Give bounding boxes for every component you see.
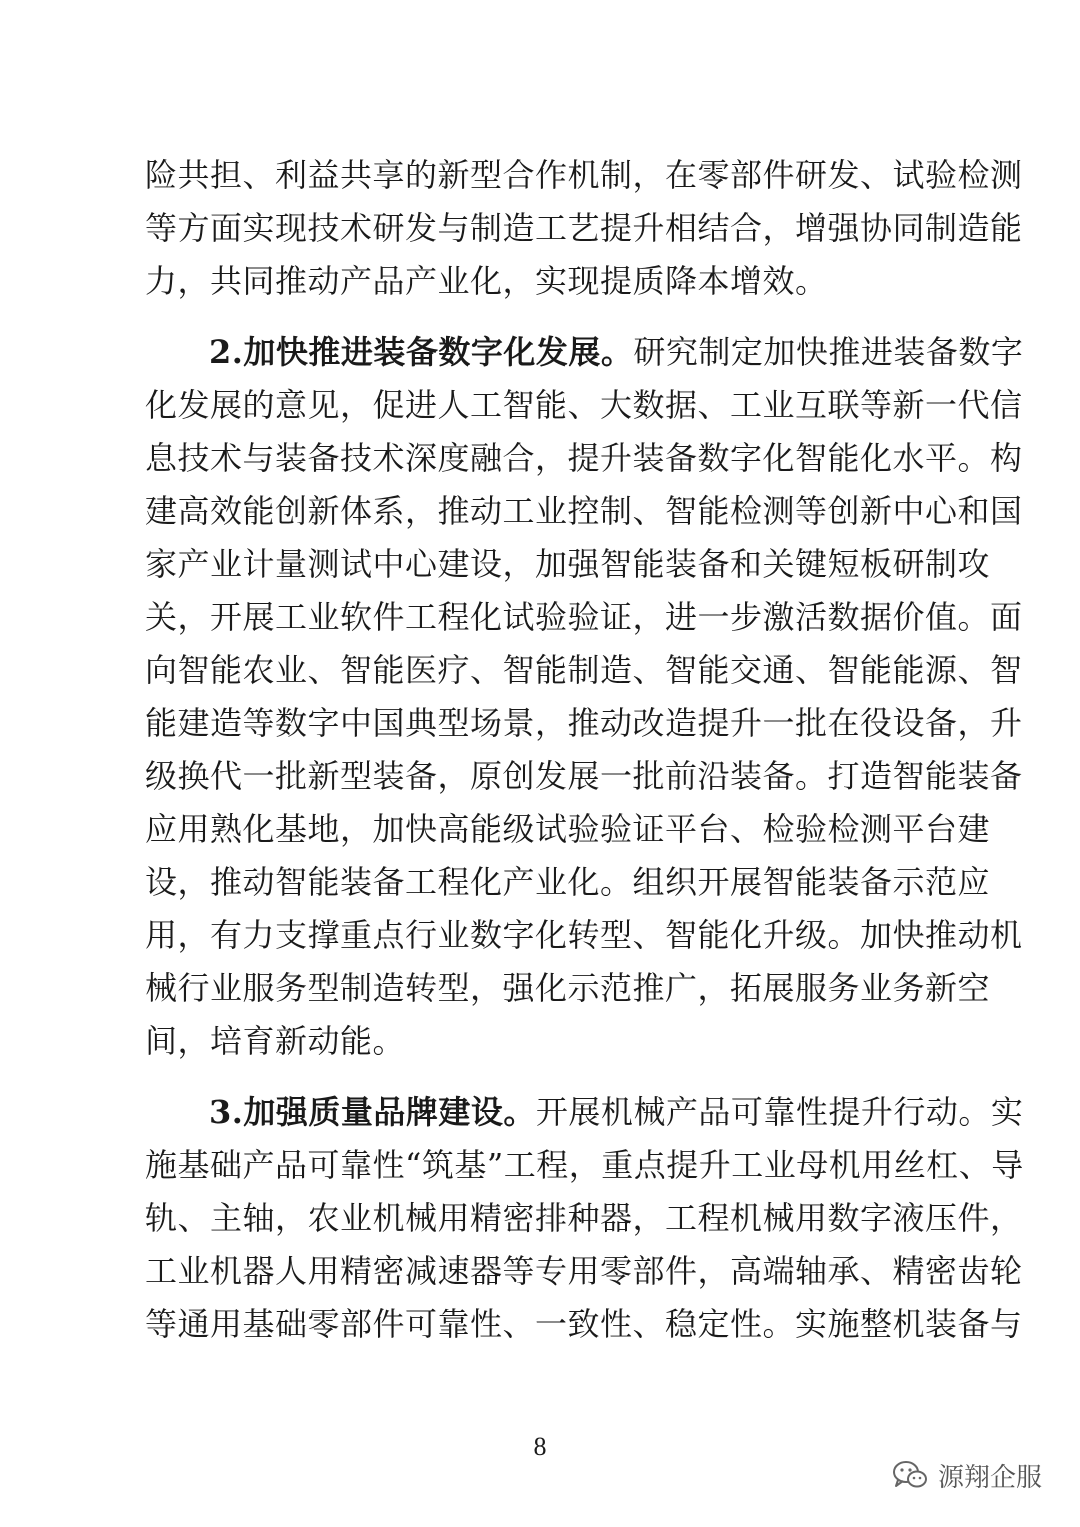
text-line: 施基础产品可靠性“筑基”工程，重点提升工业母机用丝杠、导 [145, 1146, 1024, 1184]
page-number: 8 [533, 1432, 547, 1461]
section-heading: 2.加快推进装备数字化发展。 [209, 333, 634, 371]
text-line: 息技术与装备技术深度融合，提升装备数字化智能化水平。构 [145, 439, 1023, 477]
wechat-icon [892, 1460, 928, 1490]
text-line: 力，共同推动产品产业化，实现提质降本增效。 [145, 262, 828, 300]
text-line: 家产业计量测试中心建设，加强智能装备和关键短板研制攻 [145, 545, 991, 583]
text-line: 轨、主轴，农业机械用精密排种器，工程机械用数字液压件， [145, 1199, 1023, 1237]
text-line: 能建造等数字中国典型场景，推动改造提升一批在役设备，升 [145, 704, 1023, 742]
text-line: 用，有力支撑重点行业数字化转型、智能化升级。加快推动机 [145, 916, 1023, 954]
watermark-label: 源翔企服 [937, 1462, 1042, 1493]
text-line: 间，培育新动能。 [145, 1022, 406, 1060]
text-line: 等方面实现技术研发与制造工艺提升相结合，增强协同制造能 [145, 209, 1023, 247]
paragraph-first-line [209, 1092, 1023, 1132]
text-line: 化发展的意见，促进人工智能、大数据、工业互联等新一代信 [145, 386, 1023, 424]
text-span: 开展机械产品可靠性提升行动。实 [535, 1093, 1024, 1131]
text-line: 械行业服务型制造转型，强化示范推广，拓展服务业务新空 [145, 969, 991, 1007]
paragraph-first-line [209, 332, 1023, 372]
text-line: 工业机器人用精密减速器等专用零部件，高端轴承、精密齿轮 [145, 1252, 1023, 1290]
text-line: 向智能农业、智能医疗、智能制造、智能交通、智能能源、智 [145, 651, 1023, 689]
text-line: 关，开展工业软件工程化试验验证，进一步激活数据价值。面 [145, 598, 1023, 636]
watermark [892, 1455, 1042, 1495]
text-line: 等通用基础零部件可靠性、一致性、稳定性。实施整机装备与 [145, 1305, 1023, 1343]
text-line: 险共担、利益共享的新型合作机制，在零部件研发、试验检测 [145, 156, 1023, 194]
text-line: 设，推动智能装备工程化产业化。组织开展智能装备示范应 [145, 863, 991, 901]
text-line: 建高效能创新体系，推动工业控制、智能检测等创新中心和国 [145, 492, 1023, 530]
text-line: 应用熟化基地，加快高能级试验验证平台、检验检测平台建 [145, 810, 991, 848]
text-line: 级换代一批新型装备，原创发展一批前沿装备。打造智能装备 [145, 757, 1023, 795]
section-heading: 3.加强质量品牌建设。 [209, 1093, 536, 1131]
text-span: 研究制定加快推进装备数字 [633, 333, 1024, 371]
